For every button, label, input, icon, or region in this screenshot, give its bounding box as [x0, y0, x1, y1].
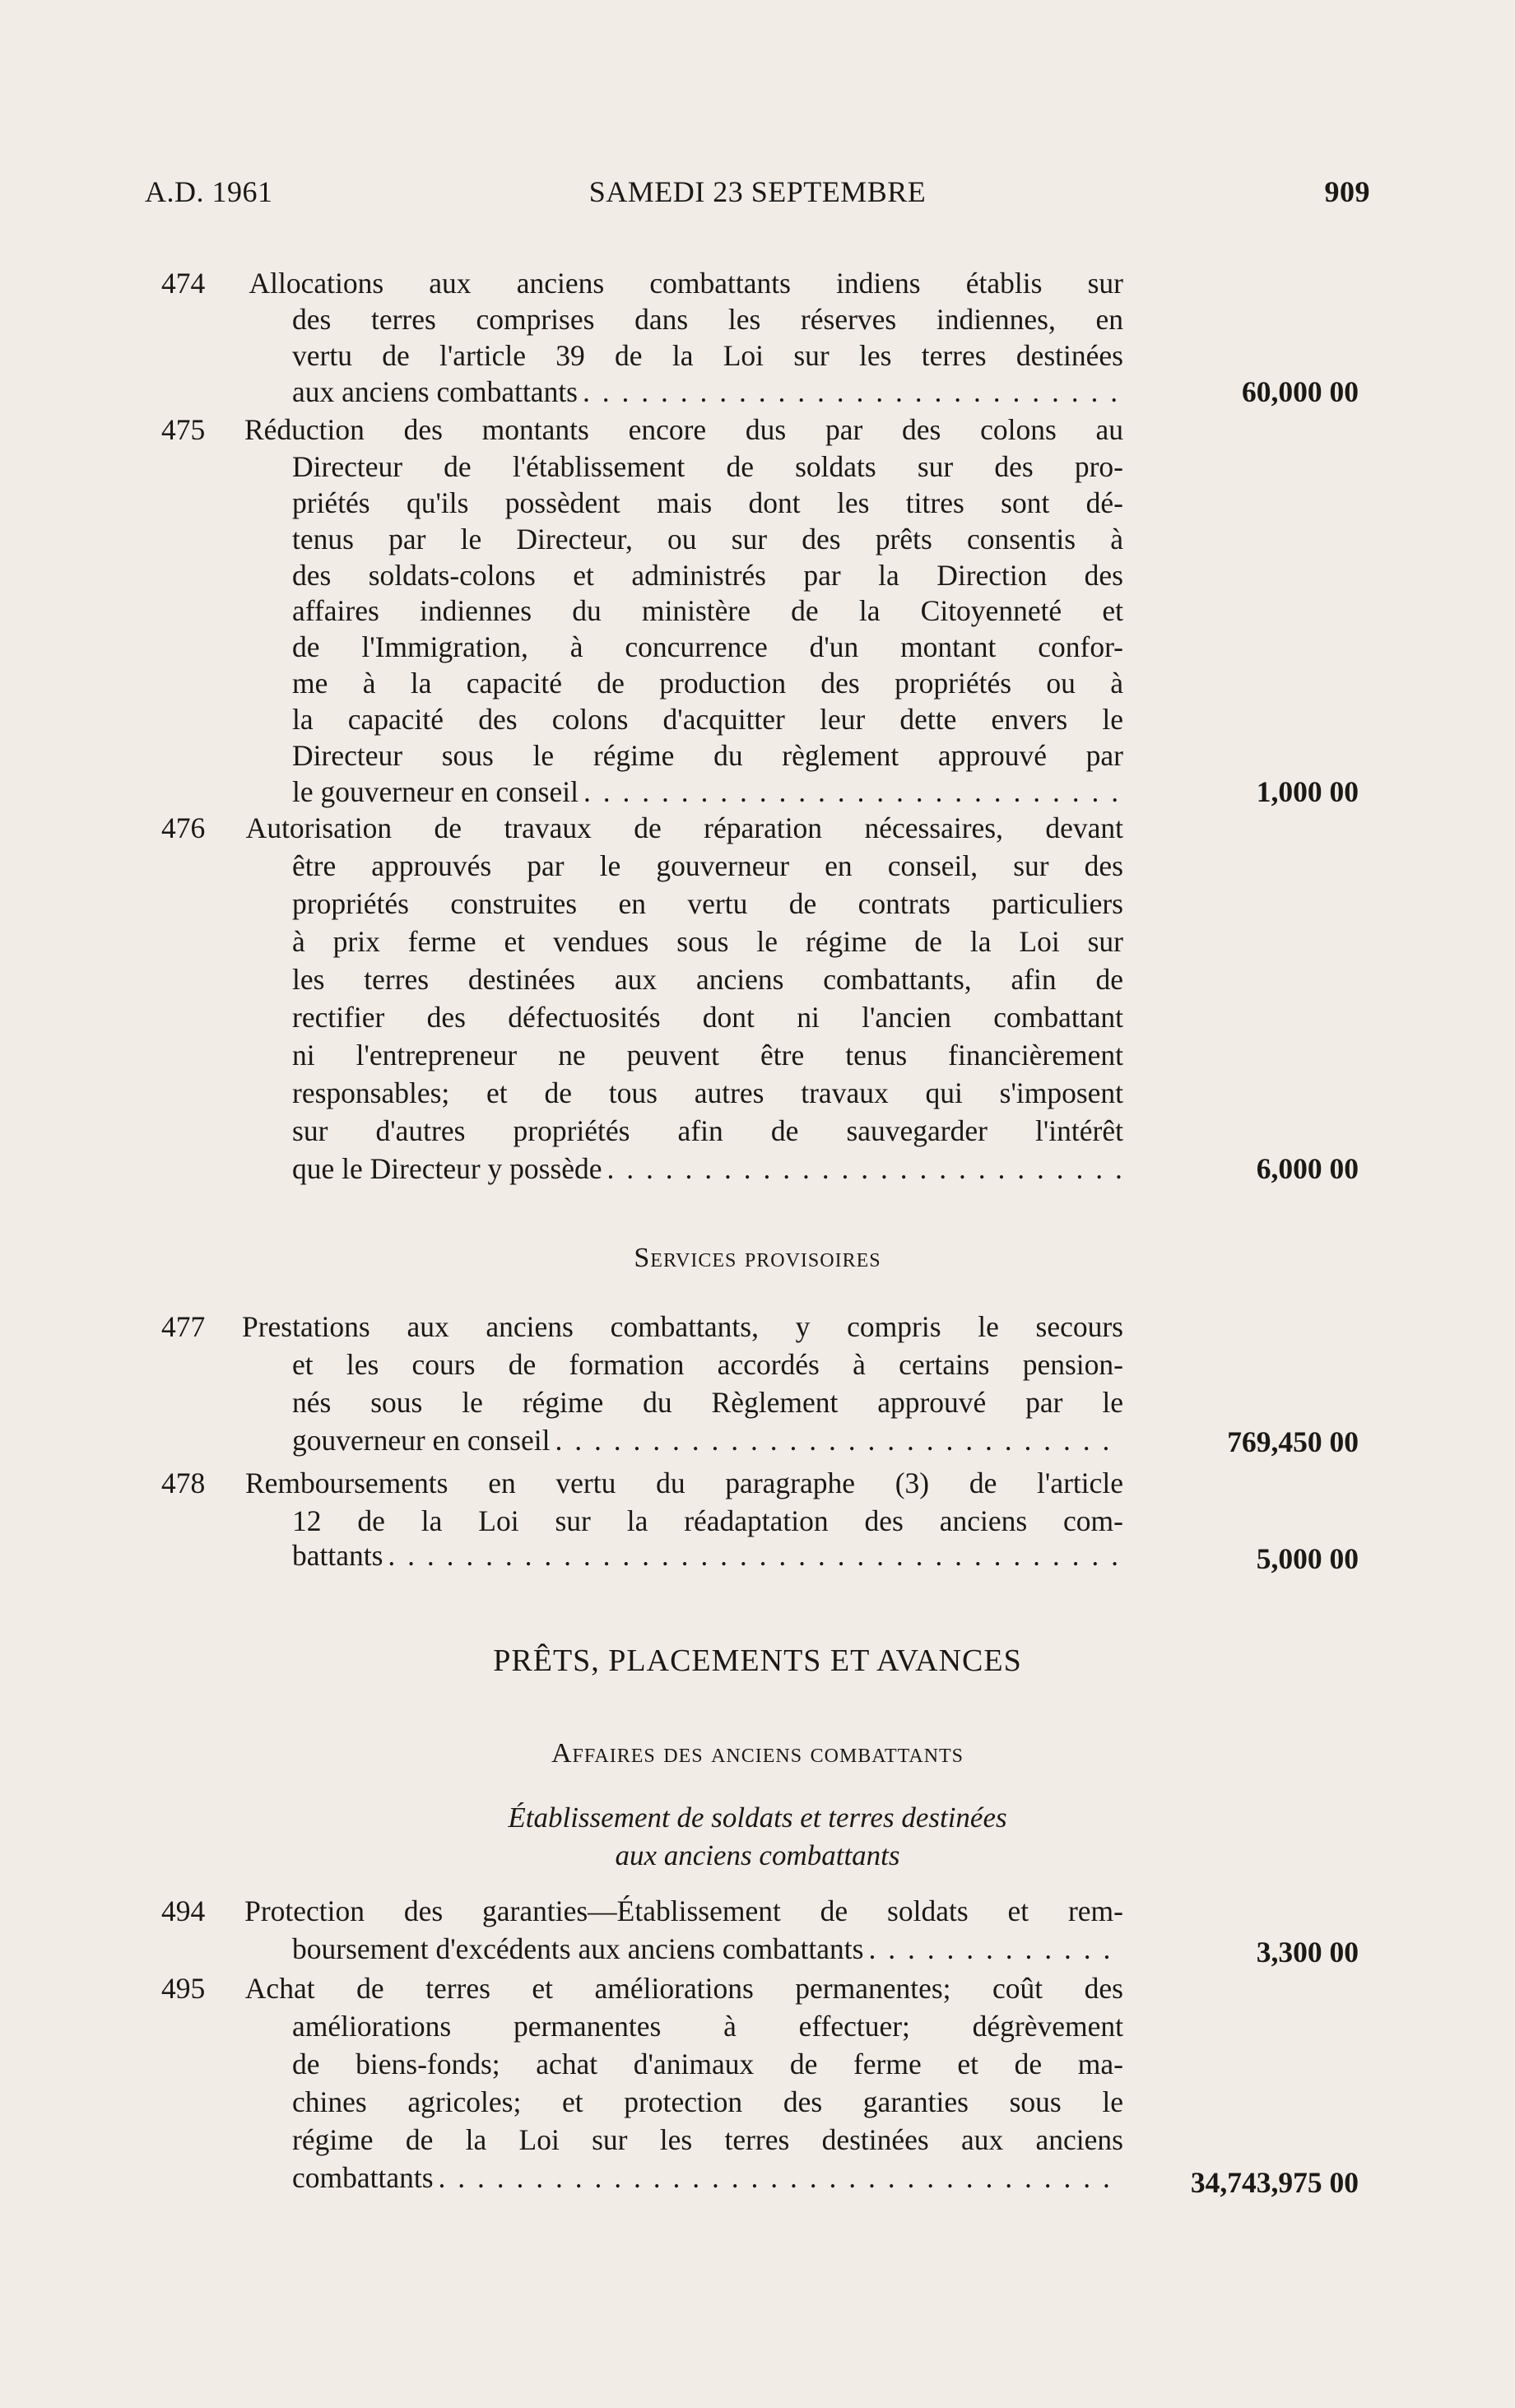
section-heading-prets: PRÊTS, PLACEMENTS ET AVANCES	[493, 1643, 1022, 1678]
section-heading-services-provisoires: Services provisoires	[634, 1243, 881, 1273]
dot-leader	[439, 2159, 1123, 2196]
item-line-leader	[292, 774, 1123, 810]
item-line: propriétés construites en vertu de contrats particuliers	[292, 887, 1123, 920]
subheading-etablissement-line-1: Établissement de soldats et terres destinées	[508, 1801, 1007, 1834]
subheading-affaires: Affaires des anciens combattants	[551, 1738, 964, 1769]
item-line: Directeur de l'établissement de soldats sur des pro-	[292, 450, 1123, 483]
item-amount: 5,000 00	[1256, 1542, 1359, 1575]
dot-leader	[555, 1422, 1123, 1458]
item-line: 495 Achat de terres et améliorations permanentes; coût des	[161, 1972, 1123, 2005]
item-line: des terres comprises dans les réserves indiennes, en	[292, 303, 1123, 336]
item-line: tenus par le Directeur, ou sur des prêts consentis à	[292, 523, 1123, 556]
item-line: ni l'entrepreneur ne peuvent être tenus financièrement	[292, 1039, 1123, 1072]
item-line: les terres destinées aux anciens combattants, afin de	[292, 963, 1123, 996]
item-line: priétés qu'ils possèdent mais dont les titres sont dé-	[292, 486, 1123, 519]
item-line: 478 Remboursements en vertu du paragraphe (3) de l'article	[161, 1467, 1123, 1499]
item-line: battants	[292, 1539, 383, 1572]
item-line-text: combattants	[292, 2161, 434, 2194]
dot-leader	[388, 1537, 1123, 1574]
item-line-leader	[292, 1537, 1123, 1574]
item-line: que le Directeur y possède	[292, 1152, 602, 1185]
dot-leader	[583, 374, 1123, 410]
dot-leader	[607, 1151, 1123, 1187]
item-line: 475 Réduction des montants encore dus par des colons au	[161, 413, 1123, 446]
item-line: améliorations permanentes à effectuer; dégrèvement	[292, 2010, 1123, 2043]
dot-leader	[868, 1931, 1123, 1967]
item-amount: 34,743,975 00	[1190, 2166, 1359, 2199]
item-line: boursement d'excédents aux anciens combattants	[292, 1932, 864, 1965]
page-number: 909	[1324, 175, 1370, 208]
item-line: 477 Prestations aux anciens combattants, y compris le secours	[161, 1310, 1123, 1343]
item-line: chines agricoles; et protection des garanties sous le	[292, 2085, 1123, 2118]
item-line	[292, 2159, 1123, 2196]
item-line: Directeur sous le régime du règlement approuvé par	[292, 739, 1123, 772]
item-amount: 769,450 00	[1227, 1425, 1359, 1458]
item-line: 476 Autorisation de travaux de réparation nécessaires, devant	[161, 811, 1123, 844]
header-year: A.D. 1961	[145, 175, 273, 208]
item-line: gouverneur en conseil	[292, 1424, 551, 1457]
item-line: la capacité des colons d'acquitter leur dette envers le	[292, 703, 1123, 736]
header-date: SAMEDI 23 SEPTEMBRE	[588, 175, 927, 208]
item-line: des soldats-colons et administrés par la Direction des	[292, 559, 1123, 592]
item-amount: 6,000 00	[1256, 1152, 1359, 1185]
item-line: le gouverneur en conseil	[292, 775, 579, 808]
item-line-leader	[292, 374, 1123, 410]
item-line: 12 de la Loi sur la réadaptation des anciens com-	[292, 1504, 1123, 1537]
item-line: vertu de l'article 39 de la Loi sur les terres destinées	[292, 339, 1123, 372]
item-line: me à la capacité de production des propriétés ou à	[292, 667, 1123, 700]
item-line: responsables; et de tous autres travaux qui s'imposent	[292, 1076, 1123, 1109]
item-amount: 3,300 00	[1256, 1936, 1359, 1969]
item-line: sur d'autres propriétés afin de sauvegarder l'intérêt	[292, 1114, 1123, 1147]
item-line: 474 Allocations aux anciens combattants indiens établis sur	[161, 267, 1123, 300]
item-amount: 60,000 00	[1242, 375, 1359, 408]
item-line: rectifier des défectuosités dont ni l'ancien combattant	[292, 1001, 1123, 1034]
item-amount: 1,000 00	[1256, 775, 1359, 808]
item-line: nés sous le régime du Règlement approuvé par le	[292, 1386, 1123, 1419]
item-line: de biens-fonds; achat d'animaux de ferme et de ma-	[292, 2048, 1123, 2080]
item-line: régime de la Loi sur les terres destinées aux anciens	[292, 2123, 1123, 2156]
item-line-leader	[292, 1422, 1123, 1458]
dot-leader	[583, 774, 1123, 810]
item-line-leader	[292, 1931, 1123, 1967]
subheading-etablissement-line-2: aux anciens combattants	[615, 1839, 900, 1871]
item-line: aux anciens combattants	[292, 375, 578, 408]
item-line: de l'Immigration, à concurrence d'un montant confor-	[292, 630, 1123, 663]
item-line: à prix ferme et vendues sous le régime de la Loi sur	[292, 925, 1123, 958]
item-line-leader	[292, 1151, 1123, 1187]
item-line: affaires indiennes du ministère de la Citoyenneté et	[292, 594, 1123, 627]
item-line: 494 Protection des garanties—Établissement de soldats et rem-	[161, 1894, 1123, 1927]
item-line: être approuvés par le gouverneur en conseil, sur des	[292, 849, 1123, 882]
item-line: et les cours de formation accordés à certains pension-	[292, 1348, 1123, 1381]
